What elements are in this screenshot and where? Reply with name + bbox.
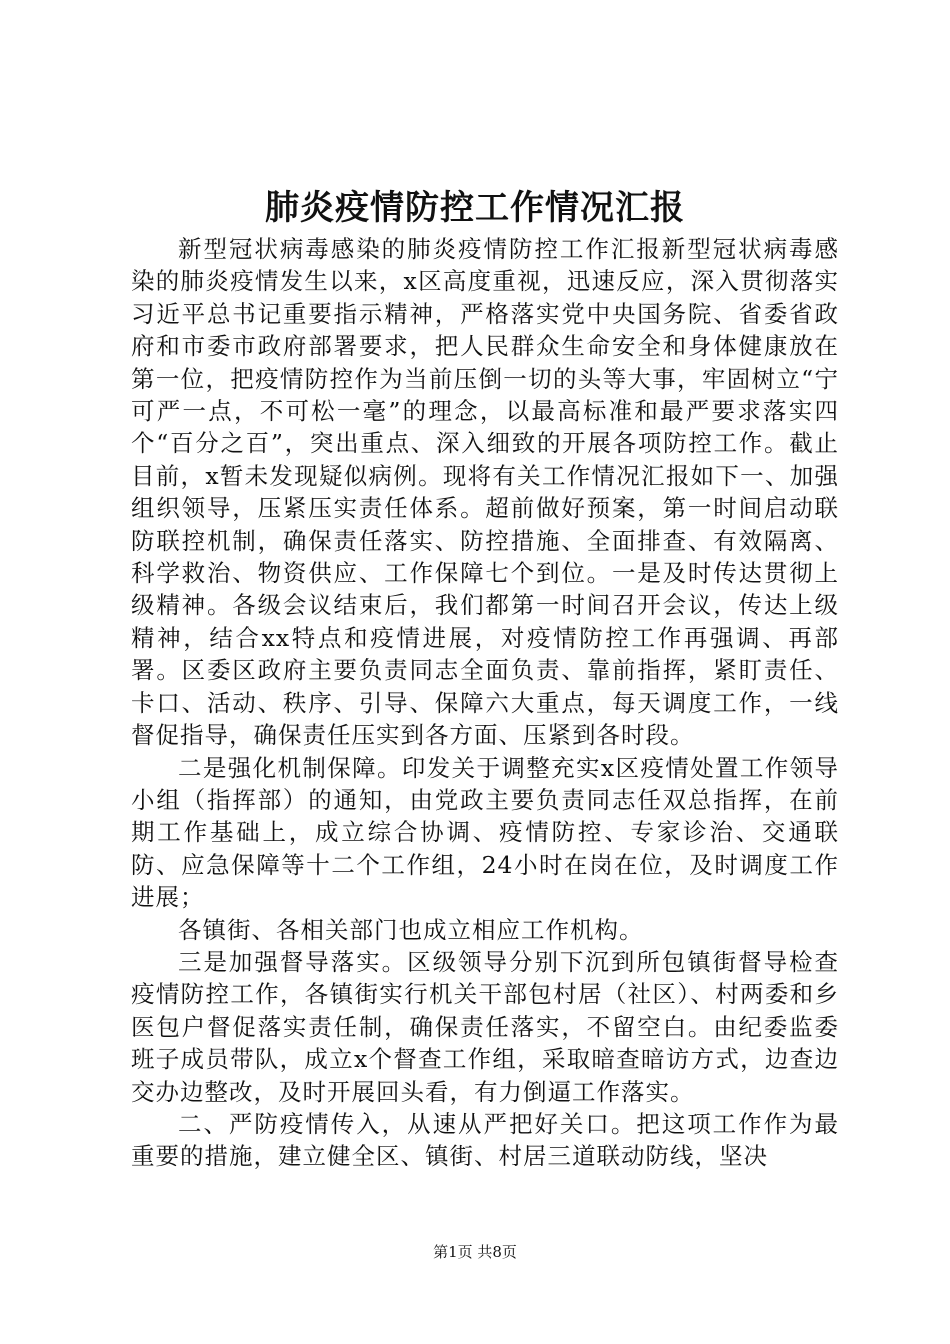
paragraph-2: 二是强化机制保障。印发关于调整充实x区疫情处置工作领导小组（指挥部）的通知，由党政主要负责同志任双总指挥，在前期工作基础上，成立综合协调、疫情防控、专家诊治、交通联防、应急保障等十二个工作组，24小时在岗在位，及时调度工作进展； bbox=[131, 753, 839, 912]
paragraph-5: 二、严防疫情传入，从速从严把好关口。把这项工作作为最重要的措施，建立健全区、镇街、村居三道联动防线，坚决 bbox=[131, 1109, 839, 1171]
document-title: 肺炎疫情防控工作情况汇报 bbox=[265, 188, 685, 228]
document-body bbox=[131, 233, 839, 1173]
page-number-footer: 第1页 共8页 bbox=[433, 1243, 517, 1261]
paragraph-3: 各镇街、各相关部门也成立相应工作机构。 bbox=[178, 915, 644, 944]
paragraph-1: 新型冠状病毒感染的肺炎疫情防控工作汇报新型冠状病毒感染的肺炎疫情发生以来，x区高度重视，迅速反应，深入贯彻落实习近平总书记重要指示精神，严格落实党中央国务院、省委省政府和市委市政府部署要求，把人民群众生命安全和身体健康放在第一位，把疫情防控作为当前压倒一切的头等大事，牢固树立“宁可严一点，不可松一毫”的理念，以最高标准和最严要求落实四个“百分之百”，突出重点、深入细致的开展各项防控工作。截止目前，x暂未发现疑似病例。现将有关工作情况汇报如下一、加强组织领导，压紧压实责任体系。超前做好预案，第一时间启动联防联控机制，确保责任落实、防控措施、全面排查、有效隔离、科学救治、物资供应、工作保障七个到位。一是及时传达贯彻上级精神。各级会议结束后，我们都第一时间召开会议，传达上级精神，结合xx特点和疫情进展，对疫情防控工作再强调、再部署。区委区政府主要负责同志全面负责、靠前指挥，紧盯责任、卡口、活动、秩序、引导、保障六大重点，每天调度工作，一线督促指导，确保责任压实到各方面、压紧到各时段。 bbox=[131, 235, 839, 750]
paragraph-4: 三是加强督导落实。区级领导分别下沉到所包镇街督导检查疫情防控工作，各镇街实行机关干部包村居（社区）、村两委和乡医包户督促落实责任制，确保责任落实，不留空白。由纪委监委班子成员带队，成立x个督查工作组，采取暗查暗访方式，边查边交办边整改，及时开展回头看，有力倒逼工作落实。 bbox=[131, 947, 839, 1106]
